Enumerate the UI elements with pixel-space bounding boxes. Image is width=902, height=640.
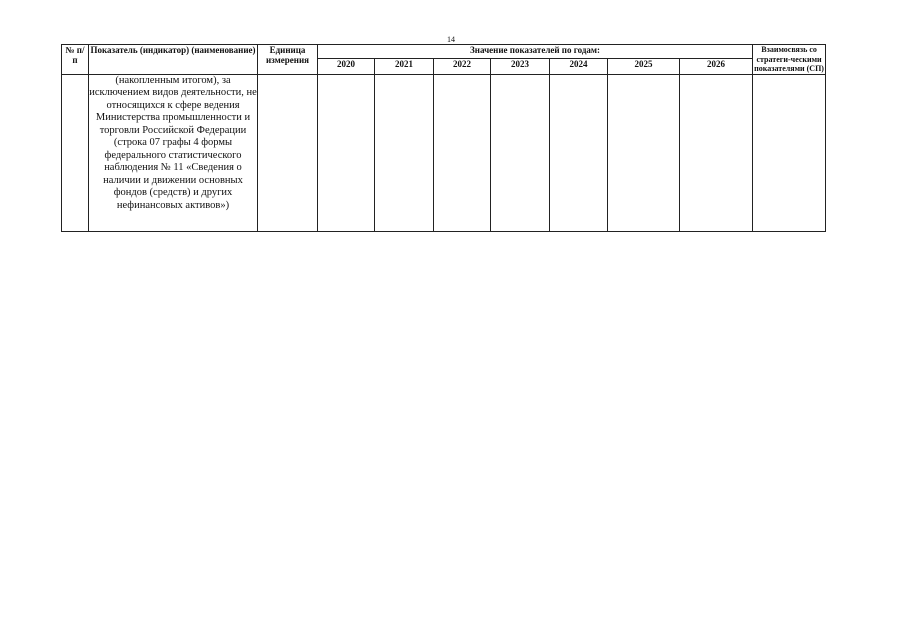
cell-relation: [753, 74, 826, 231]
table-header-row: [62, 45, 826, 59]
table-row: [62, 74, 826, 231]
header-number: № п/ п: [62, 45, 89, 75]
header-year-2023: 2023: [491, 59, 550, 74]
header-year-2021: 2021: [375, 59, 434, 74]
header-year-2022: 2022: [434, 59, 491, 74]
header-year-2025: 2025: [608, 59, 680, 74]
header-values-group: Значение показателей по годам:: [318, 45, 753, 59]
cell-unit: [258, 74, 318, 231]
cell-indicator: (накопленным итогом), за исключением видов деятельности, не относящихся к сфере ведения Министерства промышленности и торговли Российской Федерации (строка 07 графы 4 формы федерального статистического наблюдения № 11 «Сведения о наличии и движении основных фондов (средств) и других нефинансовых активов»): [89, 74, 258, 231]
cell-value-2026: [680, 74, 753, 231]
cell-value-2021: [375, 74, 434, 231]
cell-value-2022: [434, 74, 491, 231]
cell-value-2025: [608, 74, 680, 231]
cell-value-2023: [491, 74, 550, 231]
header-year-2026: 2026: [680, 59, 753, 74]
header-indicator: Показатель (индикатор) (наименование): [89, 45, 258, 75]
indicators-table: [61, 44, 826, 232]
cell-value-2020: [318, 74, 375, 231]
header-year-2024: 2024: [550, 59, 608, 74]
header-relation: Взаимосвязь со стратеги-ческими показателями (СП): [754, 45, 824, 73]
page-number: 14: [447, 35, 455, 44]
cell-value-2024: [550, 74, 608, 231]
cell-number: [62, 74, 89, 231]
header-unit: Единица измерения: [258, 45, 318, 75]
header-year-2020: 2020: [318, 59, 375, 74]
